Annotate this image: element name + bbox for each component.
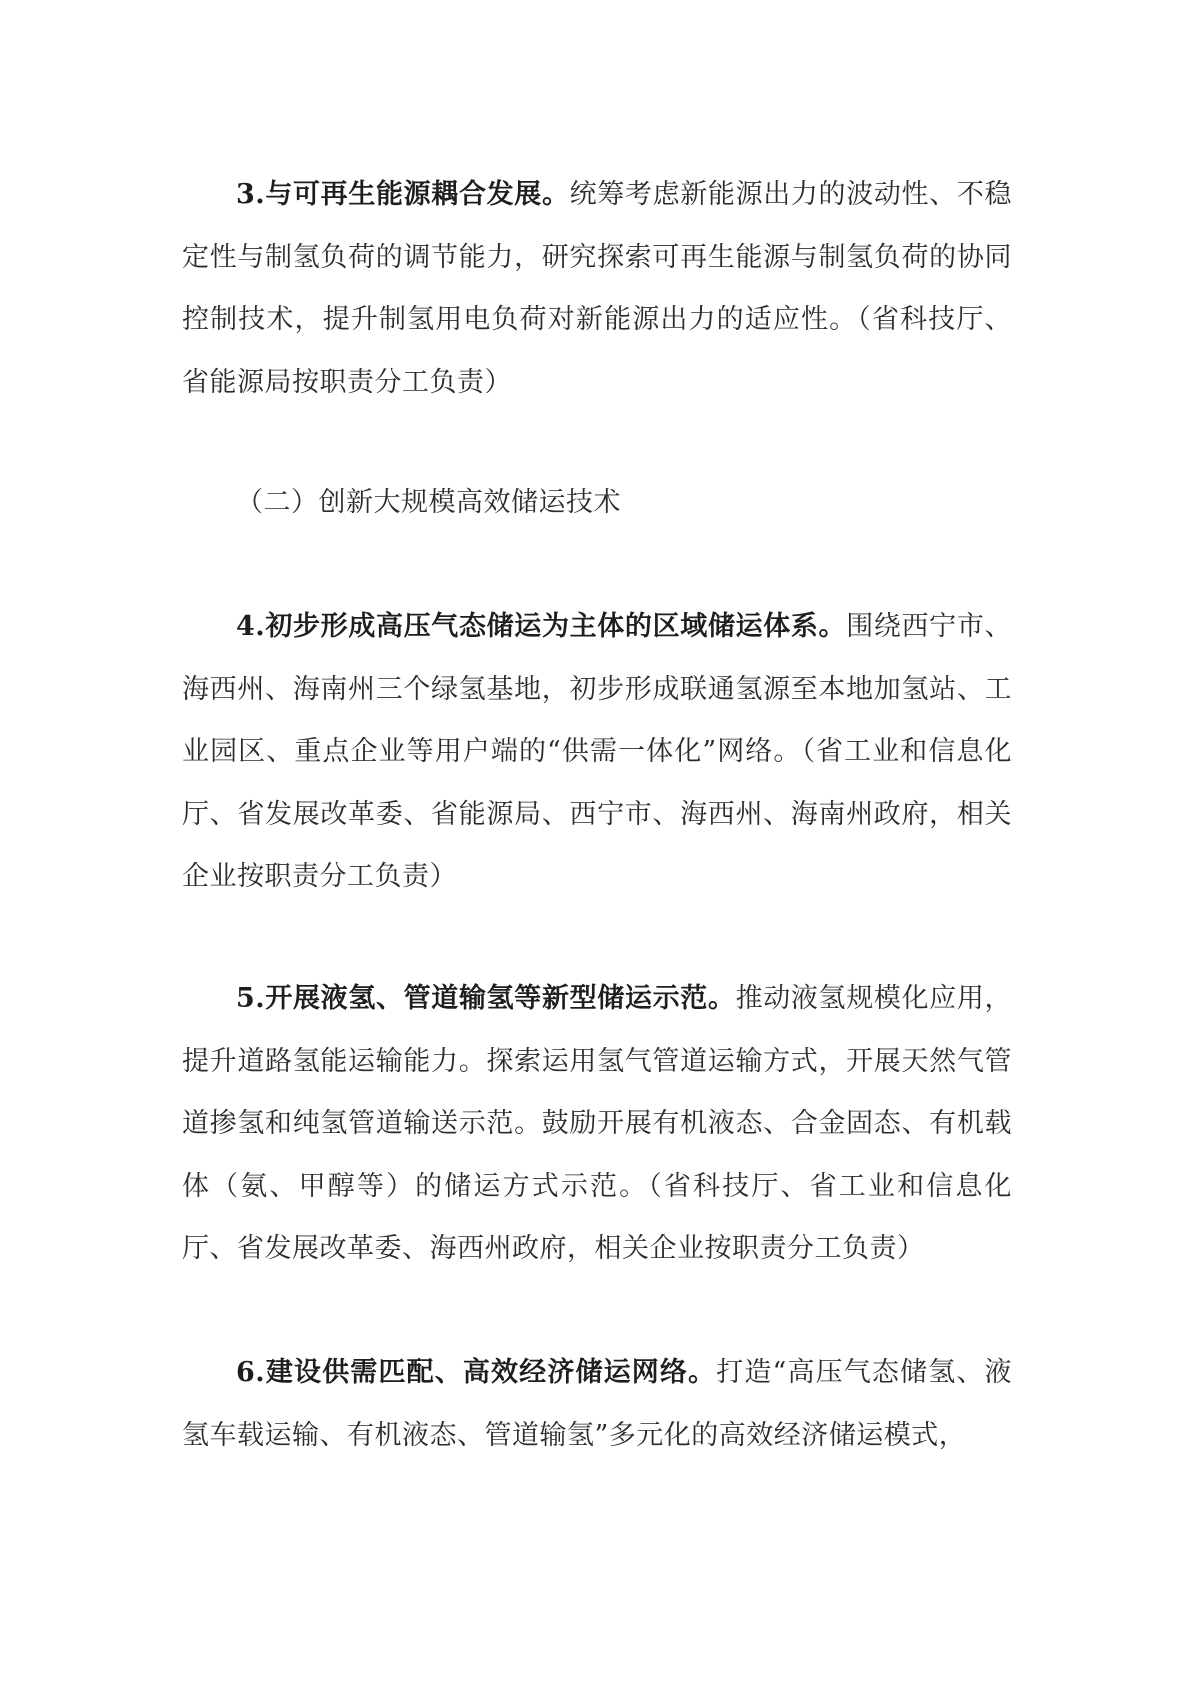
paragraph-6-lead: 6.建设供需匹配、高效经济储运网络。 <box>236 1357 717 1388</box>
paragraph-4-body: 围绕西宁市、海西州、海南州三个绿氢基地，初步形成联通氢源至本地加氢站、工业园区、重点企业等用户端的“供需一体化”网络。（省工业和信息化厅、省发展改革委、省能源局、西宁市、海西州、海南州政府，相关企业按职责分工负责） <box>182 611 1013 892</box>
paragraph-3-lead: 3.与可再生能源耦合发展。 <box>236 179 570 210</box>
section-heading-2: （二）创新大规模高效储运技术 <box>236 487 621 518</box>
paragraph-3-body: 统筹考虑新能源出力的波动性、不稳定性与制氢负荷的调节能力，研究探索可再生能源与制氢负荷的协同控制技术，提升制氢用电负荷对新能源出力的适应性。（省科技厅、省能源局按职责分工负责） <box>182 179 1013 398</box>
paragraph-6 <box>182 1342 1012 1467</box>
paragraph-5-body: 推动液氢规模化应用，提升道路氢能运输能力。探索运用氢气管道运输方式，开展天然气管道掺氢和纯氢管道输送示范。鼓励开展有机液态、合金固态、有机载体（氨、甲醇等）的储运方式示范。（省科技厅、省工业和信息化厅、省发展改革委、海西州政府，相关企业按职责分工负责） <box>182 983 1012 1264</box>
paragraph-4 <box>182 596 1012 909</box>
paragraph-3 <box>182 164 1012 414</box>
paragraph-5 <box>182 968 1012 1281</box>
paragraph-5-lead: 5.开展液氢、管道输氢等新型储运示范。 <box>236 983 736 1014</box>
paragraph-6-body: 打造“高压气态储氢、液氢车载运输、有机液态、管道输氢”多元化的高效经济储运模式， <box>182 1357 1013 1451</box>
paragraph-4-lead: 4.初步形成高压气态储运为主体的区域储运体系。 <box>236 611 847 642</box>
